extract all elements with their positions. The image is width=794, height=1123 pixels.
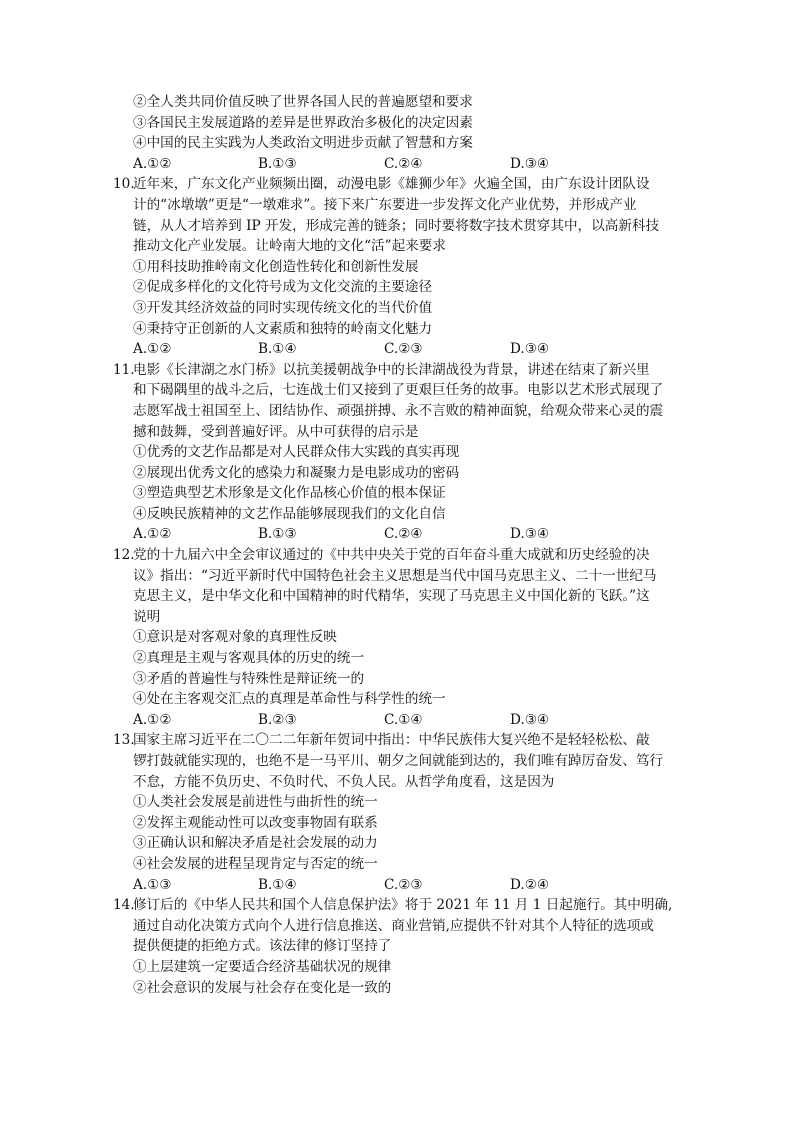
question-stem-line: 和下碣隅里的战斗之后，七连战士们又接到了更艰巨任务的故事。电影以艺术形式展现了 [133, 382, 664, 399]
answer-d: D.③④ [510, 341, 550, 358]
answer-d: D.③④ [510, 155, 550, 172]
question-stem-line: 推动文化产业发展。让岭南大地的文化“活”起来要求 [133, 238, 446, 255]
question-stem-line: 志愿军战士祖国至上、团结协作、顽强拼搏、永不言败的精神面貌，给观众带来心灵的震 [133, 402, 664, 419]
question-10 [0, 174, 794, 359]
option-line: ①优秀的文艺作品都是对人民群众伟大实践的真实再现 [133, 444, 460, 461]
answer-c: C.②③ [384, 876, 423, 893]
question-stem-line: 说明 [133, 608, 161, 625]
question-stem-line: 14.修订后的《中华人民共和国个人信息保护法》将于 2021 年 11 月 1 日起施行。其中明确, [0, 895, 794, 916]
answer-a: A.①② [133, 341, 172, 358]
answer-choices [0, 154, 794, 175]
question-stem-line: 撼和鼓舞，受到普遍好评。从中可获得的启示是 [133, 423, 419, 440]
option-line: ③塑造典型艺术形象是文化作品核心价值的根本保证 [133, 485, 446, 502]
question-page [0, 92, 794, 998]
option-line: ④社会发展的进程呈现肯定与否定的统一 [133, 855, 378, 872]
option-line: ①用科技助推岭南文化创造性转化和创新性发展 [133, 258, 419, 275]
question-stem-line: 提供便捷的拒绝方式。该法律的修订坚持了 [133, 938, 392, 955]
question-stem-line: 13.国家主席习近平在二〇二二年新年贺词中指出：中华民族伟大复兴绝不是轻轻松松、敲 [0, 730, 794, 751]
answer-c: C.②④ [384, 155, 423, 172]
prev-question-block [0, 92, 794, 174]
answer-choices [0, 710, 794, 731]
option-line: ②全人类共同价值反映了世界各国人民的普遍愿望和要求 [133, 94, 473, 110]
question-stem-line: 锣打鼓就能实现的，也绝不是一马平川、朝夕之间就能到达的，我们唯有踔厉奋发、笃行 [133, 753, 664, 769]
question-number: 14. [113, 897, 135, 914]
question-14 [0, 895, 794, 998]
answer-d: D.③④ [510, 711, 550, 728]
answer-choices [0, 524, 794, 545]
question-stem-line: 议》指出：“习近平新时代中国特色社会主义思想是当代中国马克思主义、二十一世纪马 [133, 567, 657, 584]
question-number: 11. [113, 361, 135, 378]
option-line: ③各国民主发展道路的差异是世界政治多极化的决定因素 [133, 114, 473, 131]
question-stem-line: 10.近年来，广东文化产业频频出圈，动漫电影《雄狮少年》火遍全国，由广东设计团队设 [0, 174, 794, 195]
answer-c: C.①④ [384, 711, 423, 728]
option-line: ①意识是对客观对象的真理性反映 [133, 629, 337, 646]
answer-a: A.①② [133, 155, 172, 172]
answer-b: B.②③ [258, 711, 297, 728]
question-number: 12. [113, 547, 135, 564]
question-number: 13. [113, 732, 135, 749]
question-stem-line: 11.电影《长津湖之水门桥》以抗美援朝战争中的长津湖战役为背景，讲述在结束了新兴里 [0, 360, 794, 381]
question-stem-line: 12.党的十九届六中全会审议通过的《中共中央关于党的百年奋斗重大成就和历史经验的决 [0, 545, 794, 566]
question-stem-line: 计的“冰墩墩”更是“一墩难求”。接下来广东要进一步发挥文化产业优势，并形成产业 [133, 196, 637, 213]
answer-choices [0, 875, 794, 896]
option-line: ②社会意识的发展与社会存在变化是一致的 [133, 979, 392, 996]
answer-b: B.①③ [258, 155, 297, 172]
answer-choices [0, 339, 794, 360]
option-line: ④中国的民主实践为人类政治文明进步贡献了智慧和方案 [133, 135, 473, 152]
question-12 [0, 545, 794, 730]
question-stem-line: 不怠，方能不负历史、不负时代、不负人民。从哲学角度看，这是因为 [133, 773, 555, 790]
option-line: ②发挥主观能动性可以改变事物固有联系 [133, 814, 378, 831]
question-13 [0, 730, 794, 895]
option-line: ④反映民族精神的文艺作品能够展现我们的文化自信 [133, 505, 446, 522]
option-line: ④秉持守正创新的人文素质和独特的岭南文化魅力 [133, 320, 433, 337]
question-number: 10. [113, 176, 135, 193]
answer-b: B.①④ [258, 341, 297, 358]
answer-b: B.①④ [258, 876, 297, 893]
option-line: ③正确认识和解决矛盾是社会发展的动力 [133, 835, 378, 852]
question-11 [0, 360, 794, 545]
question-stem-line: 克思主义，是中华文化和中国精神的时代精华，实现了马克思主义中国化新的飞跃。”这 [133, 588, 650, 605]
option-line: ①人类社会发展是前进性与曲折性的统一 [133, 794, 378, 811]
answer-d: D.②④ [510, 876, 550, 893]
option-line: ②真理是主观与客观具体的历史的统一 [133, 650, 365, 667]
option-line: ①上层建筑一定要适合经济基础状况的规律 [133, 958, 392, 975]
answer-c: C.②④ [384, 526, 423, 543]
answer-a: A.①③ [133, 876, 172, 893]
answer-a: A.①② [133, 526, 172, 543]
answer-d: D.③④ [510, 526, 550, 543]
answer-c: C.②③ [384, 341, 423, 358]
option-line: ④处在主客观交汇点的真理是革命性与科学性的统一 [133, 691, 446, 708]
option-line: ②促成多样化的文化符号成为文化交流的主要途径 [133, 279, 433, 296]
option-line: ②展现出优秀文化的感染力和凝聚力是电影成功的密码 [133, 464, 460, 481]
answer-a: A.①② [133, 711, 172, 728]
question-stem-line: 链，从人才培养到 IP 开发，形成完善的链条；同时要将数字技术贯穿其中，以高新科技 [133, 217, 660, 234]
question-stem-line: 通过自动化决策方式向个人进行信息推送、商业营销,应提供不针对其个人特征的选项或 [133, 917, 654, 934]
answer-b: B.①③ [258, 526, 297, 543]
option-line: ③开发其经济效益的同时实现传统文化的当代价值 [133, 299, 433, 316]
option-line: ③矛盾的普遍性与特殊性是辩证统一的 [133, 670, 365, 687]
